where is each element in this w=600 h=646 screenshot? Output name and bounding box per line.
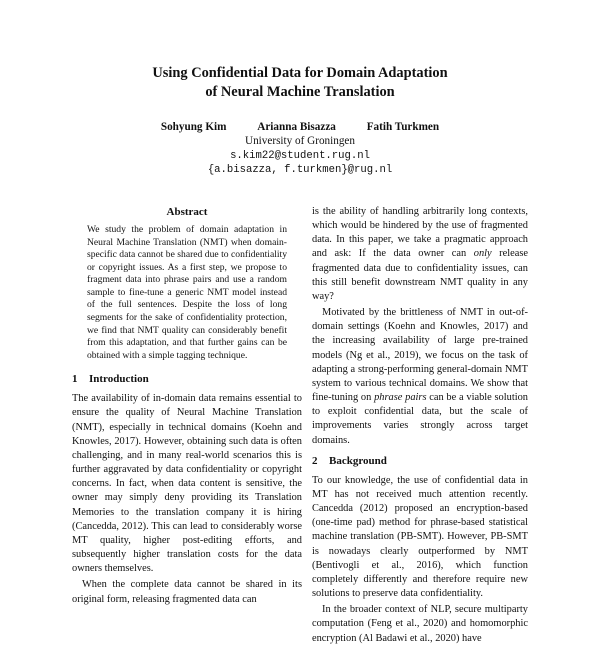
body-paragraph bbox=[312, 205, 528, 304]
paper-title bbox=[0, 64, 600, 102]
left-column bbox=[72, 205, 302, 607]
section-number: 2 bbox=[312, 454, 318, 467]
title-line-1: Using Confidential Data for Domain Adaptation bbox=[152, 65, 448, 81]
body-paragraph bbox=[312, 306, 528, 448]
section-heading bbox=[312, 454, 528, 468]
section-title: Introduction bbox=[89, 373, 149, 386]
section-heading bbox=[72, 372, 302, 386]
title-line-2: of Neural Machine Translation bbox=[205, 84, 395, 100]
author-name: Sohyung Kim bbox=[160, 121, 227, 133]
emphasis-text: only bbox=[473, 248, 492, 260]
emphasis-text: phrase pairs bbox=[374, 392, 427, 404]
body-paragraph: In the broader context of NLP, secure multiparty computation (Feng et al., 2020) and homomorphic encryption (Al Badawi et al., 2020) have bbox=[312, 604, 528, 644]
text-run: is the ability of handling arbitrarily long contexts, which would be hindered by the use of fragmented data. In this paper, we take a pragmatic approach and ask: If the data owner can bbox=[312, 206, 528, 260]
section-title: Background bbox=[329, 454, 387, 467]
body-paragraph: To our knowledge, the use of confidential data in MT has not received much attention recently. Cancedda (2012) proposed an encryption-based (one-time pad) method for phrase-based statistical machine translation (PB-SMT). However, PB-SMT is nowadays clearly outperformed by NMT (Bentivogli et al., 2016), which function completely differently and therefore require new solutions to preserve data confidentiality. bbox=[312, 474, 528, 600]
abstract-text: We study the problem of domain adaptation in Neural Machine Translation (NMT) when domain-specific data cannot be shared due to confidentiality or copyright issues. As a first step, we propose to fragment data into phrase pairs and use a random sample to fine-tune a generic NMT model instead of the full sentences. Despite the loss of long segments for the sake of confidentiality protection, we find that NMT quality can considerably benefit from this adaptation, and that further gains can be obtained with a simple tagging technique. bbox=[87, 224, 287, 361]
section-number: 1 bbox=[72, 373, 78, 386]
text-run: Motivated by the brittleness of NMT in out-of-domain settings (Koehn and Knowles, 2017) and the increasing availability of large pre-trained models (Ng et al., 2019), we focus on the task of adapting a strong-performing general-domain NMT system to various technical domains. We show that fine-tuning on bbox=[312, 307, 528, 404]
author-email: s.kim22@student.rug.nl bbox=[230, 150, 370, 162]
author-name: Fatih Turkmen bbox=[366, 121, 440, 133]
text-run: can be a viable solution to exploit confidential data, but the scale of improvements varies strongly across target domains. bbox=[312, 392, 529, 446]
body-paragraph: The availability of in-domain data remains essential to ensure the quality of Neural Machine Translation (NMT), especially in technical domains (Koehn and Knowles, 2017). However, obtaining such data is often challenging, and in many real-world scenarios this is further aggravated by data confidentiality or copyright concerns. In fact, when data content is sensitive, the owner may simply deny providing its Translation Memories to the translation company it is hiring (Cancedda, 2012). This can lead to considerably worse MT quality, higher post-editing efforts, and subsequently higher translation costs for the data owners themselves. bbox=[72, 393, 302, 575]
author-name: Arianna Bisazza bbox=[257, 121, 336, 133]
author-email: {a.bisazza, f.turkmen}@rug.nl bbox=[207, 164, 393, 176]
body-paragraph: When the complete data cannot be shared in its original form, releasing fragmented data can bbox=[72, 579, 302, 605]
affiliation: University of Groningen bbox=[245, 135, 355, 147]
abstract-heading: Abstract bbox=[166, 206, 208, 218]
author-list bbox=[0, 121, 600, 133]
right-column bbox=[312, 205, 528, 646]
text-run: release fragmented data due to confidentiality issues, can this still benefit downstream NMT quality in any way? bbox=[312, 248, 529, 302]
